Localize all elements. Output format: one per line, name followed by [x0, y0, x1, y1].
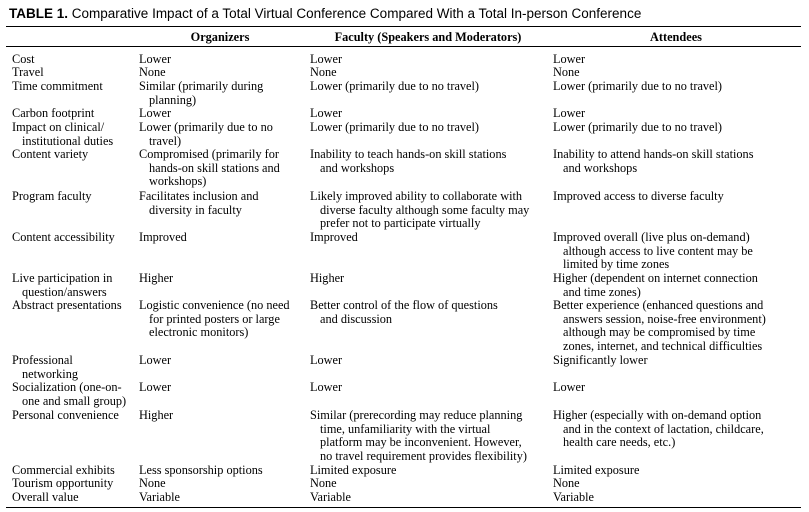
cell-attendees: [553, 66, 580, 80]
cell-line: Variable: [310, 490, 351, 504]
cell-faculty: [310, 409, 527, 463]
cell-line: Limited exposure: [310, 463, 397, 477]
cell-line: Lower: [310, 106, 343, 120]
cell-line: prefer not to participate virtually: [320, 216, 481, 231]
header-rule: [6, 46, 801, 47]
cell-line: Higher (dependent on internet connection: [553, 271, 758, 285]
cell-line: Content variety: [12, 147, 89, 161]
cell-line: travel): [149, 133, 182, 148]
cell-line: Lower: [139, 52, 172, 66]
cell-aspect: [12, 121, 113, 148]
cell-line: Significantly lower: [553, 353, 648, 367]
cell-aspect: [12, 409, 119, 423]
cell-line: Tourism opportunity: [12, 476, 114, 490]
cell-organizers: [139, 148, 280, 189]
cell-line: networking: [22, 366, 79, 381]
cell-line: Socialization (one-on-: [12, 380, 122, 394]
cell-aspect: [12, 107, 94, 121]
cell-aspect: [12, 299, 122, 313]
cell-line: None: [553, 476, 580, 490]
cell-faculty: [310, 66, 337, 80]
cell-faculty: [310, 107, 342, 121]
cell-line: although access to live content may be: [563, 243, 753, 258]
cell-line: Lower: [553, 380, 586, 394]
table-caption: [9, 6, 641, 21]
cell-line: and workshops: [563, 160, 638, 175]
cell-organizers: [139, 66, 166, 80]
cell-faculty: [310, 272, 344, 286]
cell-organizers: [139, 231, 187, 245]
cell-line: Similar (primarily during: [139, 79, 264, 93]
cell-faculty: [310, 491, 351, 505]
cell-faculty: [310, 299, 498, 326]
cell-aspect: [12, 231, 115, 245]
cell-line: None: [310, 476, 337, 490]
cell-line: and in the context of lactation, childcare,: [563, 421, 764, 436]
cell-line: and discussion: [320, 311, 393, 326]
cell-line: Improved overall (live plus on-demand): [553, 230, 750, 244]
cell-line: Commercial exhibits: [12, 463, 115, 477]
table-title: Comparative Impact of a Total Virtual Conference Compared With a Total In-person Conference: [71, 6, 642, 21]
cell-faculty: [310, 148, 506, 175]
cell-line: diverse faculty although some faculty may: [320, 202, 530, 217]
cell-line: Logistic convenience (no need: [139, 298, 290, 312]
cell-organizers: [139, 80, 263, 107]
cell-line: Inability to teach hands-on skill stations: [310, 147, 507, 161]
header-organizers: Organizers: [190, 30, 250, 44]
cell-faculty: [310, 381, 342, 395]
cell-line: Inability to attend hands-on skill stations: [553, 147, 754, 161]
cell-line: Lower: [139, 353, 172, 367]
cell-line: Improved: [310, 230, 358, 244]
cell-line: no travel requirement provides flexibility): [320, 448, 527, 463]
cell-line: Lower: [310, 353, 343, 367]
cell-line: and workshops: [320, 160, 395, 175]
cell-line: Content accessibility: [12, 230, 115, 244]
cell-organizers: [139, 381, 171, 395]
cell-attendees: [553, 148, 754, 175]
cell-line: Cost: [12, 52, 35, 66]
cell-organizers: [139, 299, 290, 340]
cell-faculty: [310, 121, 479, 135]
cell-line: Lower: [139, 380, 172, 394]
cell-line: question/answers: [22, 284, 107, 299]
cell-line: although may be compromised by time: [563, 325, 756, 340]
cell-line: Higher: [139, 271, 174, 285]
cell-line: Improved: [139, 230, 187, 244]
cell-line: Overall value: [12, 490, 79, 504]
cell-line: Compromised (primarily for: [139, 147, 280, 161]
cell-organizers: [139, 107, 171, 121]
cell-attendees: [553, 409, 764, 450]
cell-aspect: [12, 272, 112, 299]
cell-line: Limited exposure: [553, 463, 640, 477]
cell-line: workshops): [149, 174, 207, 189]
cell-line: Better experience (enhanced questions and: [553, 298, 764, 312]
cell-line: Facilitates inclusion and: [139, 189, 259, 203]
cell-line: Lower: [310, 52, 343, 66]
cell-line: platform may be inconvenient. However,: [320, 435, 522, 450]
cell-line: Higher: [139, 408, 174, 422]
cell-line: Higher (especially with on-demand option: [553, 408, 762, 422]
cell-line: one and small group): [22, 393, 127, 408]
cell-line: Program faculty: [12, 189, 92, 203]
cell-line: Live participation in: [12, 271, 113, 285]
cell-line: time, unfamiliarity with the virtual: [320, 421, 491, 436]
cell-line: zones, internet, and technical difficulties: [563, 338, 763, 353]
cell-line: institutional duties: [22, 133, 114, 148]
cell-line: for printed posters or large: [149, 311, 280, 326]
cell-aspect: [12, 354, 78, 381]
cell-attendees: [553, 299, 766, 353]
cell-attendees: [553, 381, 585, 395]
cell-line: answers session, noise-free environment): [563, 311, 766, 326]
header-attendees: Attendees: [650, 30, 702, 44]
cell-line: limited by time zones: [563, 257, 670, 272]
cell-faculty: [310, 80, 479, 94]
cell-line: Carbon footprint: [12, 106, 95, 120]
bottom-rule: [6, 507, 801, 508]
cell-line: Variable: [139, 490, 180, 504]
cell-line: None: [310, 65, 337, 79]
cell-line: Lower (primarily due to no travel): [310, 79, 480, 93]
table-label: TABLE 1.: [9, 6, 69, 21]
cell-line: None: [139, 65, 166, 79]
cell-faculty: [310, 477, 337, 491]
cell-aspect: [12, 66, 44, 80]
cell-line: Impact on clinical/: [12, 120, 105, 134]
cell-organizers: [139, 272, 173, 286]
cell-line: Lower: [310, 380, 343, 394]
cell-aspect: [12, 381, 126, 408]
cell-organizers: [139, 477, 166, 491]
cell-attendees: [553, 491, 594, 505]
cell-attendees: [553, 354, 648, 368]
cell-line: diversity in faculty: [149, 202, 242, 217]
cell-line: None: [553, 65, 580, 79]
cell-organizers: [139, 121, 273, 148]
cell-line: and time zones): [563, 284, 641, 299]
cell-line: Less sponsorship options: [139, 463, 263, 477]
cell-line: Lower (primarily due to no: [139, 120, 273, 134]
cell-line: Abstract presentations: [12, 298, 122, 312]
cell-attendees: [553, 80, 722, 94]
cell-line: None: [139, 476, 166, 490]
cell-line: Lower (primarily due to no travel): [553, 120, 723, 134]
cell-attendees: [553, 231, 753, 272]
cell-line: Better control of the flow of questions: [310, 298, 498, 312]
cell-line: Higher: [310, 271, 345, 285]
top-rule: [6, 26, 801, 27]
cell-line: Improved access to diverse faculty: [553, 189, 724, 203]
cell-faculty: [310, 231, 358, 245]
cell-aspect: [12, 491, 79, 505]
cell-line: Similar (prerecording may reduce planning: [310, 408, 523, 422]
cell-line: electronic monitors): [149, 325, 249, 340]
cell-line: hands-on skill stations and: [149, 160, 280, 175]
cell-attendees: [553, 190, 724, 204]
cell-line: health care needs, etc.): [563, 435, 676, 450]
cell-organizers: [139, 354, 171, 368]
cell-line: Personal convenience: [12, 408, 119, 422]
cell-line: Travel: [12, 65, 44, 79]
cell-line: planning): [149, 92, 197, 107]
cell-organizers: [139, 491, 180, 505]
cell-attendees: [553, 107, 585, 121]
cell-line: Lower (primarily due to no travel): [310, 120, 480, 134]
cell-line: Lower: [139, 106, 172, 120]
cell-faculty: [310, 354, 342, 368]
cell-attendees: [553, 272, 758, 299]
cell-line: Lower: [553, 52, 586, 66]
cell-line: Likely improved ability to collaborate with: [310, 189, 523, 203]
cell-aspect: [12, 190, 92, 204]
cell-attendees: [553, 477, 580, 491]
cell-faculty: [310, 190, 529, 231]
cell-organizers: [139, 190, 259, 217]
cell-attendees: [553, 121, 722, 135]
cell-line: Lower: [553, 106, 586, 120]
cell-aspect: [12, 148, 88, 162]
cell-line: Time commitment: [12, 79, 103, 93]
cell-aspect: [12, 477, 113, 491]
header-faculty: Faculty (Speakers and Moderators): [334, 30, 522, 44]
cell-line: Lower (primarily due to no travel): [553, 79, 723, 93]
cell-organizers: [139, 409, 173, 423]
cell-line: Professional: [12, 353, 73, 367]
cell-line: Variable: [553, 490, 594, 504]
cell-aspect: [12, 80, 103, 94]
